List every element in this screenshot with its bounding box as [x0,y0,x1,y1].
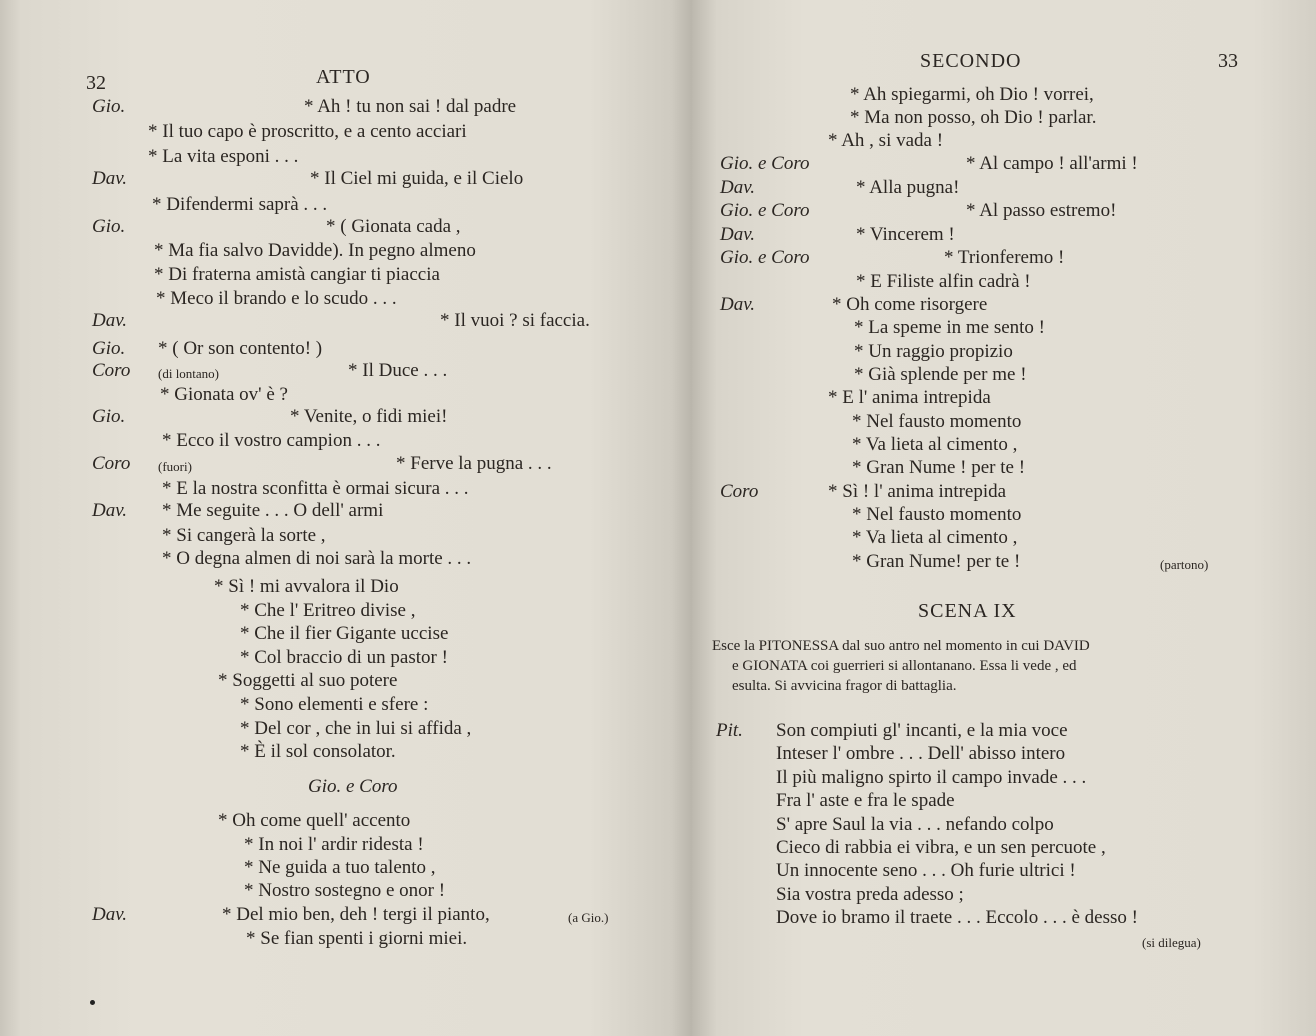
verse-line: * Il vuoi ? si faccia. [440,310,590,331]
verse-line: * Al passo estremo! [966,200,1117,221]
speaker-name: Gio. e Coro [720,153,810,174]
verse-line: * Sì ! l' anima intrepida [828,481,1007,502]
verse-line: * Del cor , che in lui si affida , [240,718,472,739]
verse-line: * Nostro sostegno e onor ! [244,880,446,901]
speaker-name: Gio. [92,96,126,117]
verse-line: * Oh come quell' accento [218,810,411,831]
verse-line: * Meco il brando e lo scudo . . . [156,288,397,309]
verse-line: Sia vostra preda adesso ; [776,883,964,905]
speaker-name: Gio. e Coro [720,247,810,268]
running-header: ATTO [316,66,371,88]
verse-line: * Sono elementi e sfere : [240,694,429,715]
verse-line: * Il Duce . . . [348,360,448,381]
subheading: Gio. e Coro [308,776,398,797]
verse-line: * Nel fausto momento [852,411,1022,432]
verse-line: * ( Gionata cada , [326,216,461,237]
right-page [692,0,1316,1036]
speaker-name: Dav. [92,500,127,521]
scene-description-line: Esce la PITONESSA dal suo antro nel momento in cui DAVID [712,638,1090,654]
verse-line: * Del mio ben, deh ! tergi il pianto, [222,904,490,925]
verse-line: * Un raggio propizio [854,341,1013,362]
verse-line: Il più maligno spirto il campo invade . . . [776,766,1087,788]
ink-spot [90,1000,95,1005]
verse-line: * Gionata ov' è ? [160,384,288,405]
verse-line: * Difendermi saprà . . . [152,194,328,215]
verse-line: * Sì ! mi avvalora il Dio [214,576,399,597]
verse-line: * Nel fausto momento [852,504,1022,525]
verse-line: * Gran Nume! per te ! [852,551,1021,572]
speaker-name: Dav. [720,177,755,198]
verse-line: * Si cangerà la sorte , [162,525,326,546]
verse-line: * Di fraterna amistà cangiar ti piaccia [154,264,440,285]
speaker-name: Dav. [92,310,127,331]
speaker-name: Pit. [716,720,743,741]
verse-line: Son compiuti gl' incanti, e la mia voce [776,720,1068,741]
verse-line: * Già splende per me ! [854,364,1027,385]
verse-line: * Va lieta al cimento , [852,434,1018,455]
speaker-name: Gio. [92,406,126,427]
stage-direction: (partono) [1160,557,1209,572]
verse-line: Fra l' aste e fra le spade [776,790,955,812]
stage-direction: (a Gio.) [568,910,609,925]
verse-line: * Ma fia salvo Davidde). In pegno almeno [154,240,476,261]
scene-title: SCENA IX [918,600,1017,622]
speaker-name: Dav. [92,168,127,189]
verse-line: * Ah spiegarmi, oh Dio ! vorrei, [850,84,1094,105]
scene-description-line: e GIONATA coi guerrieri si allontanano. Essa li vede , ed [732,658,1077,674]
verse-line: * E la nostra sconfitta è ormai sicura . . . [162,478,469,499]
verse-line: * Ferve la pugna . . . [396,453,552,474]
scene-description-line: esulta. Si avvicina fragor di battaglia. [732,678,957,694]
verse-line: * Ma non posso, oh Dio ! parlar. [850,107,1097,128]
verse-line: * Oh come risorgere [832,294,988,315]
page-number: 32 [86,72,106,94]
verse-line: * Venite, o fidi miei! [290,406,448,427]
verse-line: * Ne guida a tuo talento , [244,857,436,878]
verse-line: S' apre Saul la via . . . nefando colpo [776,813,1054,835]
stage-direction: (fuori) [158,459,192,474]
verse-line: * Trionferemo ! [944,247,1065,268]
verse-line: * E Filiste alfin cadrà ! [856,271,1031,292]
verse-line: * Il Ciel mi guida, e il Cielo [310,168,524,189]
speaker-name: Gio. [92,216,126,237]
verse-line: * In noi l' ardir ridesta ! [244,834,424,855]
verse-line: Inteser l' ombre . . . Dell' abisso intero [776,743,1066,765]
verse-line: * Gran Nume ! per te ! [852,457,1026,478]
verse-line: Cieco di rabbia ei vibra, e un sen percuote , [776,837,1106,858]
verse-line: * Che il fier Gigante uccise [240,623,449,644]
verse-line: * E l' anima intrepida [828,387,991,408]
verse-line: * Il tuo capo è proscritto, e a cento acciari [148,121,467,142]
speaker-name: Gio. [92,338,126,359]
page-number: 33 [1218,50,1238,72]
verse-line: * ( Or son contento! ) [158,338,323,359]
verse-line: * Ah , si vada ! [828,130,944,151]
verse-line: * La vita esponi . . . [148,146,299,167]
speaker-name: Dav. [92,904,127,925]
speaker-name: Dav. [720,224,755,245]
speaker-name: Coro [92,453,131,474]
verse-line: * È il sol consolator. [240,741,396,762]
speaker-name: Gio. e Coro [720,200,810,221]
running-header: SECONDO [920,50,1022,72]
verse-line: * O degna almen di noi sarà la morte . . . [162,548,472,569]
verse-line: Un innocente seno . . . Oh furie ultrici ! [776,860,1076,882]
verse-line: * La speme in me sento ! [854,317,1046,338]
speaker-name: Coro [720,481,759,502]
verse-line: * Col braccio di un pastor ! [240,647,448,668]
verse-line: * Al campo ! all'armi ! [966,153,1138,174]
stage-direction: (di lontano) [158,366,220,381]
verse-line: * Va lieta al cimento , [852,527,1018,548]
verse-line: * Se fian spenti i giorni miei. [246,928,468,949]
verse-line: * Ecco il vostro campion . . . [162,430,381,451]
verse-line: * Alla pugna! [856,177,960,198]
verse-line: Dove io bramo il traete . . . Eccolo . . . è desso ! [776,907,1138,929]
verse-line: * Vincerem ! [856,224,955,245]
speaker-name: Coro [92,360,131,381]
verse-line: * Soggetti al suo potere [218,670,398,691]
verse-line: * Ah ! tu non sai ! dal padre [304,96,517,117]
verse-line: * Che l' Eritreo divise , [240,600,416,621]
verse-line: * Me seguite . . . O dell' armi [162,500,384,521]
stage-direction: (si dilegua) [1142,935,1201,950]
speaker-name: Dav. [720,294,755,315]
